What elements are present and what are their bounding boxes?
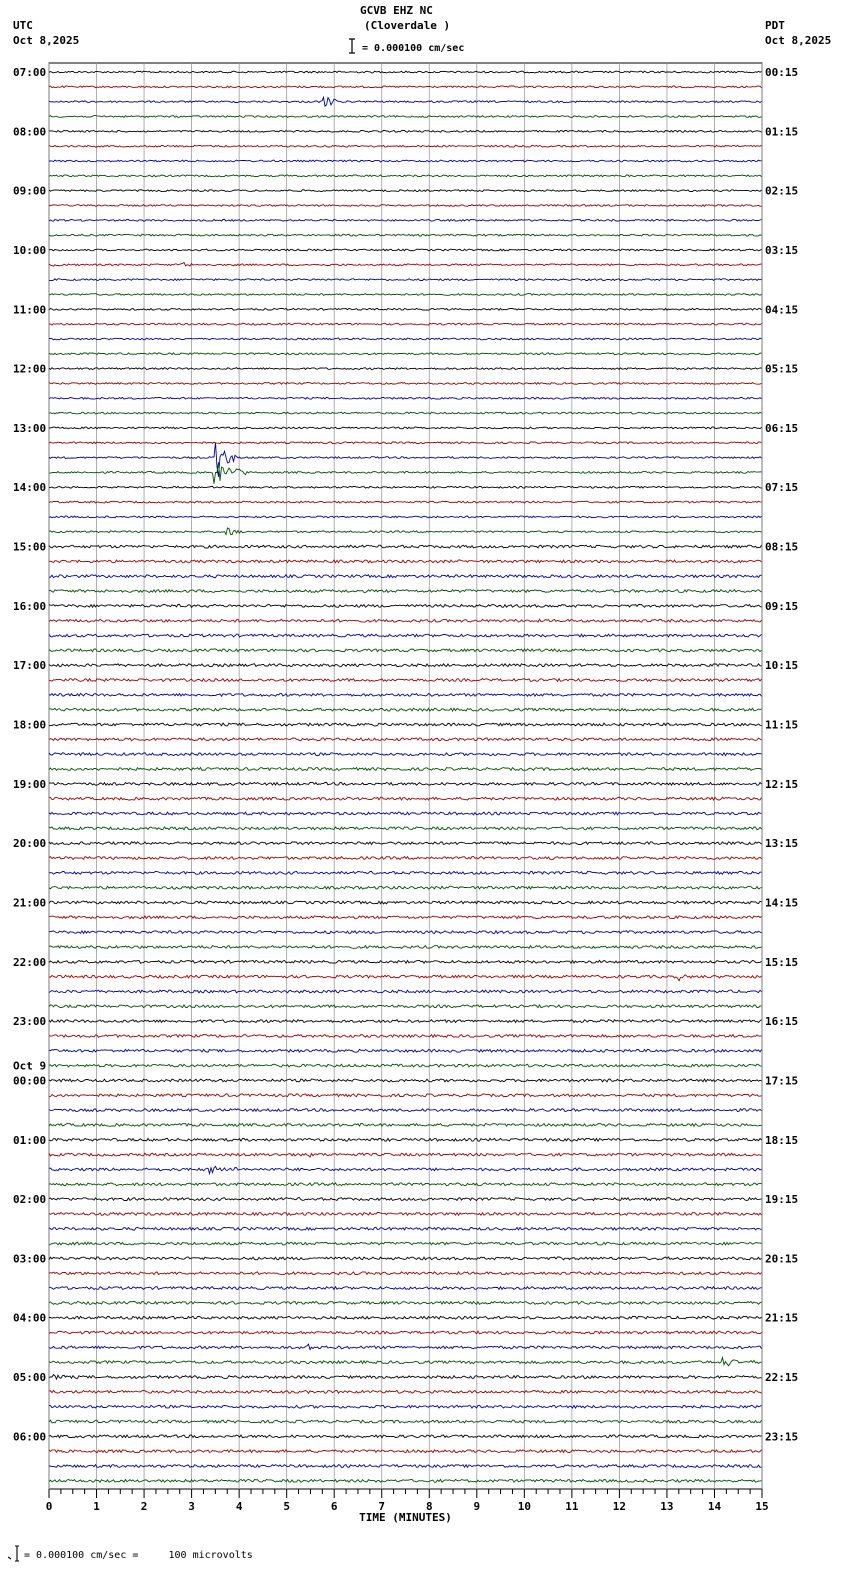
trace-16	[49, 308, 762, 310]
utc-hour-label: 21:00	[13, 896, 47, 910]
trace-55	[49, 886, 762, 889]
utc-hour-label: 17:00	[13, 659, 47, 673]
trace-17	[49, 323, 762, 325]
trace-50	[49, 812, 762, 815]
utc-hour-label: 14:00	[13, 481, 47, 495]
utc-hour-label: 16:00	[13, 599, 47, 613]
trace-5	[49, 145, 762, 147]
trace-70	[49, 1109, 762, 1112]
pdt-hour-label: 16:15	[765, 1015, 799, 1029]
trace-68	[49, 1079, 762, 1082]
trace-32	[49, 545, 762, 548]
pdt-hour-label: 05:15	[765, 362, 799, 376]
trace-81	[49, 1272, 762, 1275]
trace-3	[49, 116, 762, 118]
trace-73	[49, 1153, 762, 1157]
trace-12	[49, 249, 762, 251]
pdt-hour-label: 10:15	[765, 659, 799, 673]
pdt-hour-label: 07:15	[765, 481, 799, 495]
utc-hour-label: 05:00	[13, 1371, 47, 1385]
pdt-hour-label: 08:15	[765, 540, 799, 554]
trace-93	[49, 1450, 762, 1453]
utc-hour-label: 11:00	[13, 303, 47, 317]
left-timezone: UTC	[13, 19, 33, 32]
pdt-hour-label: 00:15	[765, 66, 799, 79]
trace-83	[49, 1302, 762, 1305]
trace-19	[49, 353, 762, 355]
utc-hour-label: 18:00	[13, 718, 47, 732]
utc-hour-label: 07:00	[13, 66, 47, 79]
pdt-hour-label: 18:15	[765, 1133, 799, 1147]
trace-49	[49, 797, 762, 800]
utc-hour-label: 08:00	[13, 125, 47, 139]
x-tick-label: 6	[330, 1500, 338, 1513]
x-tick-label: 9	[473, 1500, 481, 1513]
x-tick-label: 14	[707, 1500, 722, 1513]
trace-88	[49, 1375, 762, 1380]
pdt-hour-label: 23:15	[765, 1430, 799, 1444]
trace-62	[49, 990, 762, 993]
pdt-hour-label: 09:15	[765, 599, 799, 613]
trace-84	[49, 1316, 762, 1319]
footer-scale-icon	[8, 1545, 22, 1563]
utc-hour-label: 01:00	[13, 1133, 47, 1147]
trace-80	[49, 1257, 762, 1260]
trace-35	[49, 590, 762, 593]
trace-41	[49, 679, 762, 682]
pdt-hour-label: 06:15	[765, 421, 799, 435]
trace-31	[49, 528, 762, 535]
pdt-hour-label: 13:15	[765, 837, 799, 851]
trace-63	[49, 1005, 762, 1008]
trace-94	[49, 1465, 762, 1468]
trace-65	[49, 1035, 762, 1038]
trace-15	[49, 294, 762, 296]
trace-51	[49, 827, 762, 830]
trace-2	[49, 97, 762, 106]
trace-46	[49, 753, 762, 756]
trace-45	[49, 738, 762, 741]
trace-36	[49, 605, 762, 608]
utc-hour-label: 04:00	[13, 1311, 47, 1325]
right-date: Oct 8,2025	[765, 34, 832, 47]
trace-78	[49, 1227, 762, 1230]
utc-hour-label: 23:00	[13, 1015, 47, 1029]
trace-39	[49, 649, 762, 652]
footer-scale-label: = 0.000100 cm/sec = 100 microvolts	[24, 1550, 253, 1561]
utc-hour-label: 15:00	[13, 540, 47, 554]
x-tick-label: 0	[45, 1500, 53, 1513]
trace-28	[49, 486, 762, 488]
pdt-hour-label: 11:15	[765, 718, 799, 732]
trace-23	[49, 412, 762, 414]
trace-59	[49, 946, 762, 949]
right-timezone: PDT	[765, 19, 785, 32]
utc-hour-label: 19:00	[13, 777, 47, 791]
x-tick-label: 13	[660, 1500, 674, 1513]
trace-56	[49, 901, 762, 904]
pdt-hour-label: 04:15	[765, 303, 799, 317]
trace-34	[49, 575, 762, 578]
pdt-hour-label: 22:15	[765, 1371, 799, 1385]
pdt-hour-label: 17:15	[765, 1074, 799, 1088]
trace-77	[49, 1213, 762, 1216]
time-grid	[49, 63, 762, 1489]
trace-40	[49, 664, 762, 667]
utc-hour-label: 22:00	[13, 955, 47, 969]
trace-43	[49, 708, 762, 711]
trace-66	[49, 1049, 762, 1052]
pdt-hour-label: 20:15	[765, 1252, 799, 1266]
trace-21	[49, 383, 762, 385]
trace-71	[49, 1124, 762, 1127]
pdt-hour-label: 01:15	[765, 125, 799, 139]
trace-9	[49, 205, 762, 207]
utc-hour-label: 13:00	[13, 421, 47, 435]
trace-79	[49, 1242, 762, 1245]
trace-7	[49, 175, 762, 177]
trace-64	[49, 1020, 762, 1023]
utc-hour-label: 02:00	[13, 1193, 47, 1207]
time-axis	[46, 1489, 769, 1524]
trace-29	[49, 501, 762, 503]
trace-75	[49, 1183, 762, 1186]
x-tick-label: 1	[93, 1500, 100, 1513]
pdt-hour-label: 14:15	[765, 896, 799, 910]
trace-82	[49, 1287, 762, 1290]
trace-90	[49, 1405, 762, 1408]
trace-48	[49, 782, 762, 785]
trace-61	[49, 975, 762, 981]
trace-91	[49, 1420, 762, 1423]
trace-8	[49, 190, 762, 192]
station-location: (Cloverdale )	[364, 19, 451, 32]
trace-95	[49, 1480, 762, 1483]
trace-20	[49, 368, 762, 370]
trace-33	[49, 560, 762, 563]
pdt-hour-label: 19:15	[765, 1193, 799, 1207]
trace-22	[49, 397, 762, 399]
x-tick-label: 15	[755, 1500, 769, 1513]
x-tick-label: 8	[425, 1500, 433, 1513]
pdt-hour-label: 15:15	[765, 955, 799, 969]
pdt-hour-label: 03:15	[765, 243, 799, 257]
trace-85	[49, 1331, 762, 1334]
trace-6	[49, 160, 762, 162]
trace-11	[49, 234, 762, 236]
trace-76	[49, 1198, 762, 1201]
left-date: Oct 8,2025	[13, 34, 80, 47]
trace-57	[49, 916, 762, 919]
x-tick-label: 4	[235, 1500, 243, 1513]
utc-hour-label: 12:00	[13, 362, 47, 376]
trace-27	[49, 462, 762, 483]
x-tick-label: 2	[140, 1500, 148, 1513]
x-tick-label: 12	[612, 1500, 627, 1513]
x-tick-label: 7	[378, 1500, 386, 1513]
trace-86	[49, 1344, 762, 1349]
trace-72	[49, 1138, 762, 1141]
trace-67	[49, 1064, 762, 1067]
x-tick-label: 3	[188, 1500, 195, 1513]
trace-25	[49, 442, 762, 444]
x-axis-label: TIME (MINUTES)	[359, 1511, 452, 1524]
trace-92	[49, 1435, 762, 1438]
station-title: GCVB EHZ NC	[360, 4, 433, 17]
trace-14	[49, 279, 762, 281]
trace-38	[49, 634, 762, 637]
pdt-hour-label: 21:15	[765, 1311, 799, 1325]
x-tick-label: 5	[283, 1500, 290, 1513]
trace-42	[49, 694, 762, 697]
trace-53	[49, 857, 762, 860]
trace-group	[49, 71, 762, 1482]
trace-0	[49, 71, 762, 73]
trace-24	[49, 427, 762, 429]
utc-hour-label: 00:00	[13, 1074, 47, 1088]
utc-hour-label: 09:00	[13, 184, 47, 198]
trace-10	[49, 219, 762, 221]
trace-74	[49, 1166, 762, 1173]
x-tick-label: 11	[565, 1500, 579, 1513]
trace-18	[49, 338, 762, 340]
trace-87	[49, 1358, 762, 1366]
utc-hour-label: 03:00	[13, 1252, 47, 1266]
x-tick-label: 10	[517, 1500, 531, 1513]
utc-hour-label: 20:00	[13, 837, 47, 851]
time-labels	[13, 66, 798, 1443]
trace-13	[49, 262, 762, 266]
trace-69	[49, 1094, 762, 1097]
trace-1	[49, 86, 762, 88]
pdt-hour-label: 02:15	[765, 184, 799, 198]
trace-30	[49, 516, 762, 518]
trace-60	[49, 960, 762, 963]
trace-44	[49, 723, 762, 726]
utc-date-label: Oct 9	[13, 1059, 47, 1073]
trace-54	[49, 871, 762, 874]
plot-frame	[49, 63, 762, 1489]
trace-89	[49, 1391, 762, 1394]
trace-4	[49, 130, 762, 132]
utc-hour-label: 10:00	[13, 243, 47, 257]
utc-hour-label: 06:00	[13, 1430, 47, 1444]
pdt-hour-label: 12:15	[765, 777, 799, 791]
trace-58	[49, 931, 762, 934]
trace-37	[49, 619, 762, 622]
trace-52	[49, 842, 762, 845]
scale-label: = 0.000100 cm/sec	[362, 43, 465, 54]
trace-47	[49, 768, 762, 771]
